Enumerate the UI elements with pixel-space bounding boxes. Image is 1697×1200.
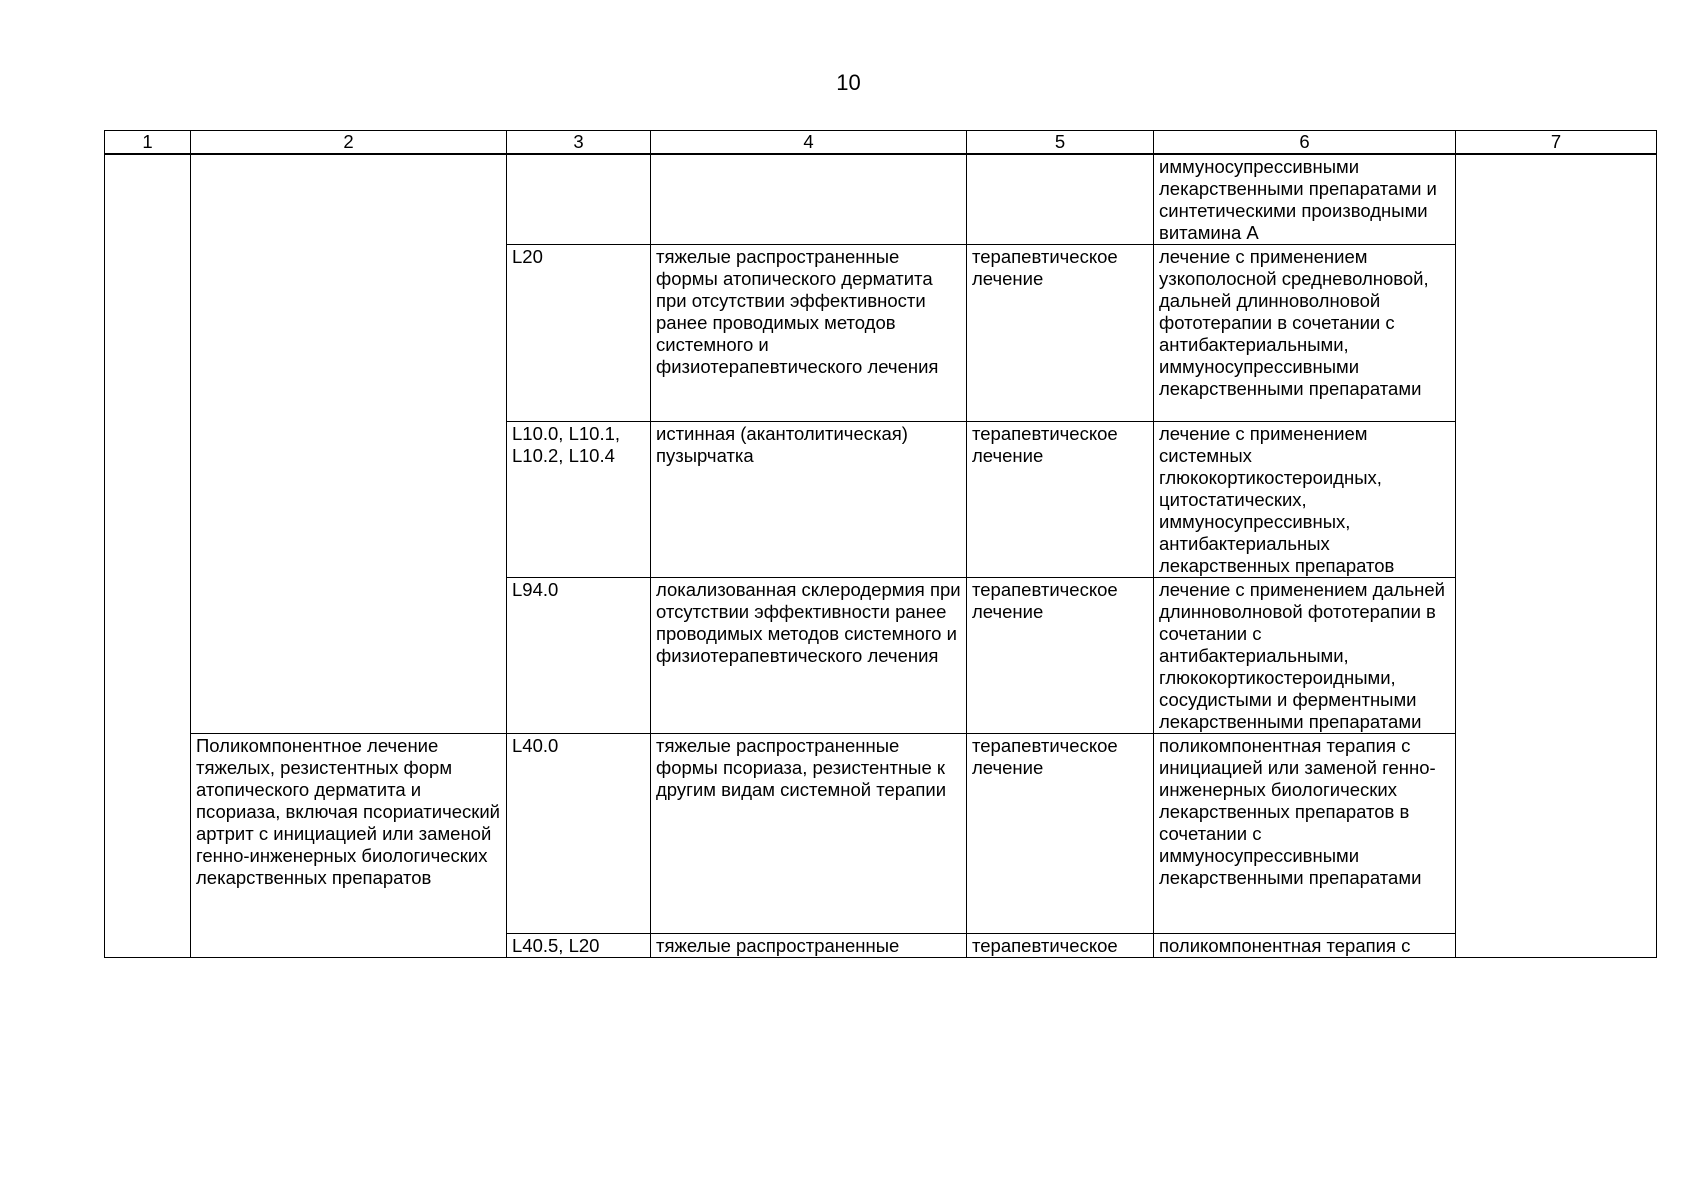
method-cell: поликомпонентная терапия с bbox=[1154, 934, 1456, 958]
index-cell bbox=[105, 154, 191, 958]
standard-cost-cell bbox=[1456, 154, 1657, 958]
table-row bbox=[105, 734, 1657, 934]
treatment-type-cell: терапевтическое лечение bbox=[967, 245, 1154, 422]
condition-cell: тяжелые распространенные формы псориаза, резистентные к другим видам системной терапии bbox=[651, 734, 967, 934]
condition-cell bbox=[651, 154, 967, 245]
column-header-2: 2 bbox=[191, 131, 507, 155]
method-cell: поликомпонентная терапия с инициацией или заменой генно-инженерных биологических лекарственных препаратов в сочетании с иммуносупрессивными лекарственными препаратами bbox=[1154, 734, 1456, 934]
method-cell: иммуносупрессивными лекарственными препаратами и синтетическими производными витамина А bbox=[1154, 154, 1456, 245]
code-cell: L10.0, L10.1, L10.2, L10.4 bbox=[507, 422, 651, 578]
method-cell: лечение с применением системных глюкокортикостероидных, цитостатических, иммуносупрессивных, антибактериальных лекарственных препаратов bbox=[1154, 422, 1456, 578]
group-name-cell-empty bbox=[191, 154, 507, 734]
treatment-type-cell: терапевтическое лечение bbox=[967, 422, 1154, 578]
treatment-type-cell: терапевтическое лечение bbox=[967, 734, 1154, 934]
column-header-6: 6 bbox=[1154, 131, 1456, 155]
treatment-type-cell: терапевтическое bbox=[967, 934, 1154, 958]
code-cell: L40.0 bbox=[507, 734, 651, 934]
treatment-type-cell bbox=[967, 154, 1154, 245]
column-header-7: 7 bbox=[1456, 131, 1657, 155]
code-cell: L94.0 bbox=[507, 578, 651, 734]
table-row bbox=[105, 154, 1657, 245]
condition-cell: истинная (акантолитическая) пузырчатка bbox=[651, 422, 967, 578]
code-cell: L20 bbox=[507, 245, 651, 422]
treatment-type-cell: терапевтическое лечение bbox=[967, 578, 1154, 734]
column-header-1: 1 bbox=[105, 131, 191, 155]
medical-care-table bbox=[104, 130, 1657, 958]
column-header-5: 5 bbox=[967, 131, 1154, 155]
column-header-4: 4 bbox=[651, 131, 967, 155]
method-cell: лечение с применением узкополосной средневолновой, дальней длинноволновой фототерапии в сочетании с антибактериальными, иммуносупрессивными лекарственными препаратами bbox=[1154, 245, 1456, 422]
column-number-row bbox=[105, 131, 1657, 155]
condition-cell: тяжелые распространенные bbox=[651, 934, 967, 958]
code-cell: L40.5, L20 bbox=[507, 934, 651, 958]
group-name-cell: Поликомпонентное лечение тяжелых, резистентных форм атопического дерматита и псориаза, включая псориатический артрит с инициацией или заменой генно-инженерных биологических лекарственных препаратов bbox=[191, 734, 507, 958]
method-cell: лечение с применением дальней длинноволновой фототерапии в сочетании с антибактериальными, глюкокортикостероидными, сосудистыми и ферментными лекарственными препаратами bbox=[1154, 578, 1456, 734]
condition-cell: тяжелые распространенные формы атопического дерматита при отсутствии эффективности ранее проводимых методов системного и физиотерапевтического лечения bbox=[651, 245, 967, 422]
column-header-3: 3 bbox=[507, 131, 651, 155]
code-cell bbox=[507, 154, 651, 245]
condition-cell: локализованная склеродермия при отсутствии эффективности ранее проводимых методов системного и физиотерапевтического лечения bbox=[651, 578, 967, 734]
page-number: 10 bbox=[836, 70, 861, 95]
